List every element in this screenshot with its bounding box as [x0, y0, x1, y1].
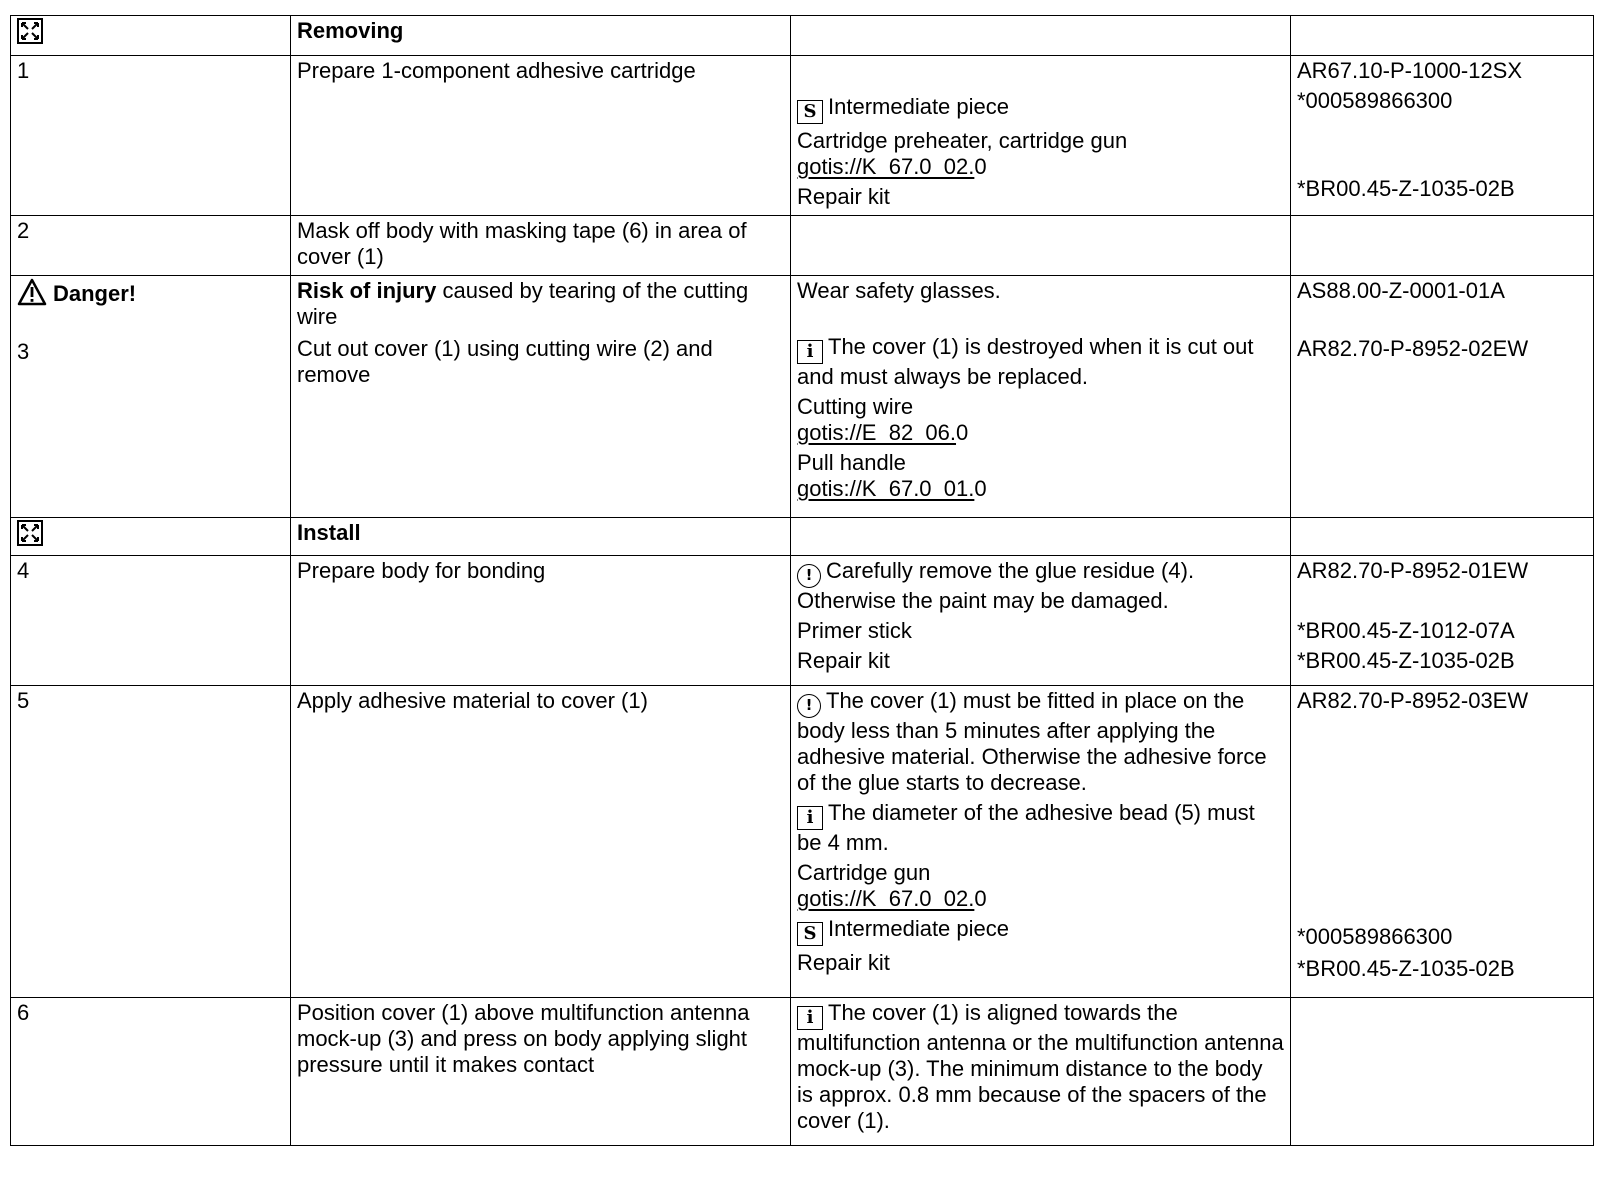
step-text: Cut out cover (1) using cutting wire (2) and remove [297, 336, 713, 387]
tool-label: Repair kit [797, 184, 890, 209]
part-number: *BR00.45-Z-1035-02B [1297, 176, 1515, 201]
danger-title: Risk of injury [297, 278, 437, 303]
step-number: 1 [17, 58, 30, 83]
step-number: 2 [17, 218, 30, 243]
attention-note: Carefully remove the glue residue (4). Otherwise the paint may be damaged. [797, 558, 1195, 613]
step-row-1: 1 Prepare 1-component adhesive cartridge S Intermediate piece Cartridge preheater, cartridge gun gotis://K_67.0_02.0 Repair kit AR67.10-P-1000-12SX *000589866300 *BR00.45-Z-1035-02B [11, 56, 1594, 216]
step-text: Prepare body for bonding [297, 558, 546, 583]
part-number: *BR00.45-Z-1012-07A [1297, 618, 1515, 643]
step-row-6 [11, 998, 1594, 1146]
safety-note: Wear safety glasses. [797, 278, 1001, 303]
section-header-install [11, 518, 1594, 556]
reference-code: AR82.70-P-8952-02EW [1297, 336, 1529, 361]
warning-triangle-icon [17, 278, 47, 306]
danger-label: Danger! [53, 281, 137, 306]
reference-code: AR82.70-P-8952-03EW [1297, 688, 1529, 713]
tool-label: Primer stick [797, 618, 912, 643]
gotis-link[interactable]: gotis://K_67.0_01. [797, 476, 975, 501]
reference-code: AS88.00-Z-0001-01A [1297, 278, 1505, 303]
expand-arrows-icon [17, 18, 43, 44]
section-header-removing [11, 16, 1594, 56]
step-number: 6 [17, 1000, 30, 1025]
section-title: Removing [297, 18, 404, 43]
part-number: *000589866300 [1297, 924, 1453, 949]
danger-label-wrap [17, 278, 284, 307]
step-text: Prepare 1-component adhesive cartridge [297, 58, 696, 83]
tool-label: Cartridge gun [797, 860, 931, 885]
info-note: The cover (1) is aligned towards the multifunction antenna or the multifunction antenna mock-up (3). The minimum distance to the body is approx. 0.8 mm because of the spacers of the cover (1). [797, 1000, 1284, 1133]
tool-box-icon: S [797, 100, 823, 124]
step-row-4 [11, 556, 1594, 686]
step-number: 5 [17, 688, 30, 713]
tool-box-icon: S [797, 922, 823, 946]
info-note: The diameter of the adhesive bead (5) must be 4 mm. [797, 800, 1255, 855]
gotis-link[interactable]: gotis://E_82_06. [797, 420, 957, 445]
part-number: *BR00.45-Z-1035-02B [1297, 956, 1515, 981]
tool-label: Intermediate piece [828, 916, 1009, 941]
info-box-icon: i [797, 340, 823, 364]
reference-code: AR67.10-P-1000-12SX [1297, 58, 1523, 83]
info-note: The cover (1) is destroyed when it is cut out and must always be replaced. [797, 334, 1254, 389]
tool-label: Repair kit [797, 648, 890, 673]
gotis-link[interactable]: gotis://K_67.0_02. [797, 154, 975, 179]
tool-label: Intermediate piece [828, 94, 1009, 119]
reference-code: AR82.70-P-8952-01EW [1297, 558, 1529, 583]
step-text: Position cover (1) above multifunction antenna mock-up (3) and press on body applying slight pressure until it makes contact [297, 1000, 750, 1077]
step-number: 3 [17, 339, 30, 364]
part-number: *BR00.45-Z-1035-02B [1297, 648, 1515, 673]
tool-label: Cartridge preheater, cartridge gun [797, 128, 1128, 153]
expand-arrows-icon [17, 520, 43, 546]
info-box-icon: i [797, 1006, 823, 1030]
step-row-3: Danger! 3 Risk of injury caused by tearing of the cutting wire Cut out cover (1) using cutting wire (2) and remove Wear safety glasses. i The cover (1) is destroyed when it is cut out and must always be replaced. Cutting wire gotis://E_82_06.0 Pull handle gotis://K_67.0_01.0 AS88.00-Z-0001-01A AR82.70-P-8952-02EW [11, 276, 1594, 518]
attention-circle-icon: ! [797, 694, 821, 718]
step-number: 4 [17, 558, 30, 583]
info-box-icon: i [797, 806, 823, 830]
step-text: Apply adhesive material to cover (1) [297, 688, 648, 713]
tool-label: Pull handle [797, 450, 906, 475]
part-number: *000589866300 [1297, 88, 1453, 113]
work-instruction-table [10, 15, 1594, 1146]
step-row-2 [11, 216, 1594, 276]
step-row-5: 5 Apply adhesive material to cover (1) ! The cover (1) must be fitted in place on the body less than 5 minutes after applying the adhesive material. Otherwise the adhesive force of the glue starts to decrease. i The diameter of the adhesive bead (5) must be 4 mm. Cartridge gun gotis://K_67.0_02.0 S Intermediate piece Repair kit AR82.70-P-8952-03EW *000589866300 *BR00.45-Z-1035-02B [11, 686, 1594, 998]
step-text: Mask off body with masking tape (6) in area of cover (1) [297, 218, 747, 269]
gotis-link[interactable]: gotis://K_67.0_02. [797, 886, 975, 911]
attention-circle-icon: ! [797, 564, 821, 588]
section-title: Install [297, 520, 361, 545]
attention-note: The cover (1) must be fitted in place on the body less than 5 minutes after applying the adhesive material. Otherwise the adhesive force of the glue starts to decrease. [797, 688, 1267, 795]
tool-label: Cutting wire [797, 394, 914, 419]
tool-label: Repair kit [797, 950, 890, 975]
danger-text: caused by tearing of the cutting wire [297, 278, 749, 329]
